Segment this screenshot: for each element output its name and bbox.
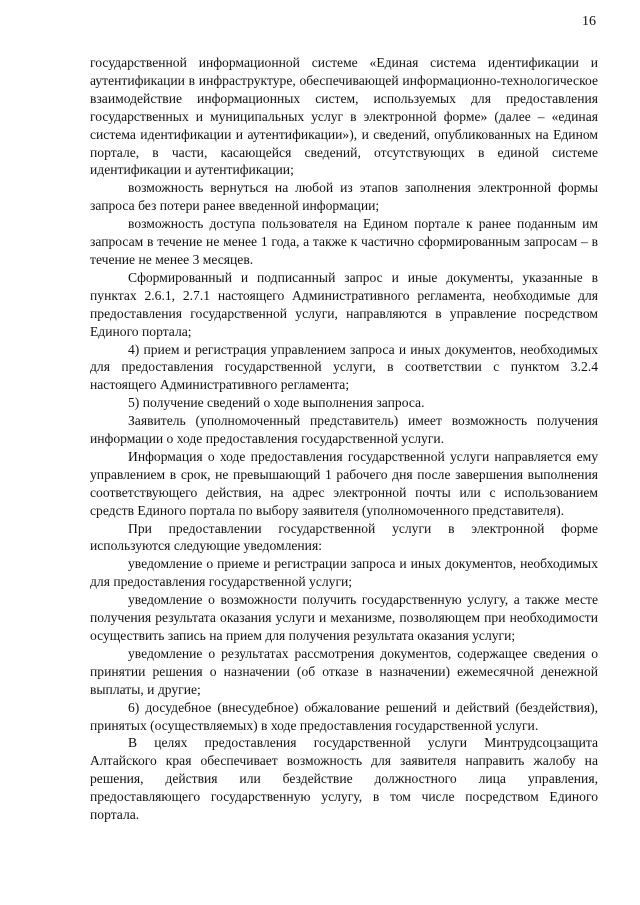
- body-text: [90, 54, 598, 824]
- paragraph: возможность доступа пользователя на Едином портале к ранее поданным им запросам в течение не менее 1 года, а также к частично сформированным запросам – в течение не менее 3 месяцев.: [90, 216, 598, 267]
- paragraph: уведомление о возможности получить государственную услугу, а также месте получения результата оказания услуги и механизме, позволяющем при необходимости осуществить запись на прием для получения результата оказания услуги;: [90, 592, 598, 643]
- paragraph: Заявитель (уполномоченный представитель) имеет возможность получения информации о ходе предоставления государственной услуги.: [90, 413, 598, 447]
- paragraph: уведомление о приеме и регистрации запроса и иных документов, необходимых для предоставления государственной услуги;: [90, 556, 598, 590]
- paragraph: государственной информационной системе «Единая система идентификации и аутентификации в инфраструктуре, обеспечивающей информационно-технологическое взаимодействие информационных систем, используемых для предоставления государственных и муниципальных услуг в электронной форме» (далее – «единая система идентификации и аутентификации»), и сведений, опубликованных на Едином портале, в части, касающейся сведений, отсутствующих в единой системе идентификации и аутентификации;: [90, 55, 598, 178]
- page-number: 16: [582, 14, 596, 29]
- paragraph: 4) прием и регистрация управлением запроса и иных документов, необходимых для предоставления государственной услуги, в соответствии с пунктом 3.2.4 настоящего Административного регламента;: [90, 341, 598, 393]
- paragraph: Сформированный и подписанный запрос и иные документы, указанные в пунктах 2.6.1, 2.7.1 настоящего Административного регламента, необходимые для предоставления государственной услуги, направляются в управление посредством Единого портала;: [90, 269, 598, 339]
- paragraph: Информация о ходе предоставления государственной услуги направляется ему управлением в срок, не превышающий 1 рабочего дня после завершения выполнения соответствующего действия, на адрес электронной почты или с использованием средств Единого портала по выбору заявителя (уполномоченного представителя).: [90, 448, 598, 518]
- paragraph: При предоставлении государственной услуги в электронной форме используются следующие уведомления:: [90, 520, 598, 554]
- paragraph: 6) досудебное (внесудебное) обжалование решений и действий (бездействия), принятых (осуществляемых) в ходе предоставления государственной услуги.: [90, 699, 598, 733]
- paragraph: возможность вернуться на любой из этапов заполнения электронной формы запроса без потери ранее введенной информации;: [90, 180, 598, 214]
- paragraph: уведомление о результатах рассмотрения документов, содержащее сведения о принятии решения о назначении (об отказе в назначении) ежемесячной денежной выплаты, и другие;: [90, 645, 598, 697]
- paragraph: В целях предоставления государственной услуги Минтрудсоцзащита Алтайского края обеспечивает возможность для заявителя направить жалобу на решения, действия или бездействие должностного лица управления, предоставляющего государственную услугу, в том числе посредством Единого портала.: [90, 735, 598, 823]
- paragraph: 5) получение сведений о ходе выполнения запроса.: [128, 395, 425, 411]
